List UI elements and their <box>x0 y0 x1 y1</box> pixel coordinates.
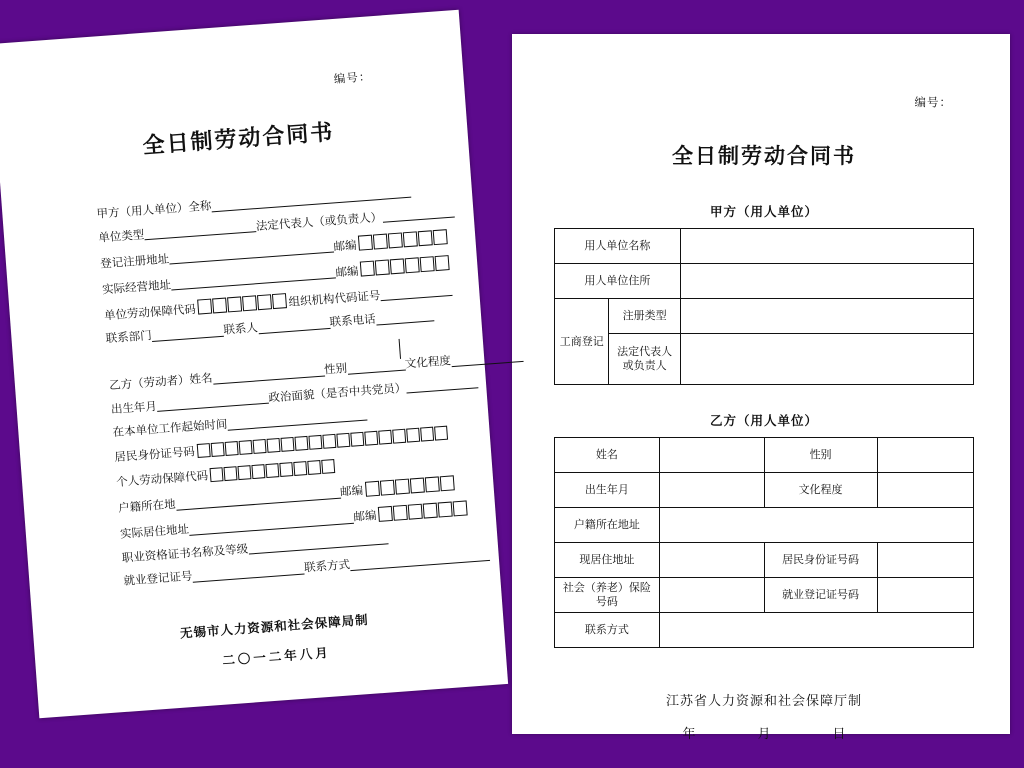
cell-label: 性别 <box>764 438 877 473</box>
labor-code-boxes[interactable] <box>197 293 287 314</box>
field-label: 甲方（用人单位）全称 <box>96 198 212 221</box>
table-row <box>555 613 974 648</box>
field-label: 联系方式 <box>303 557 351 575</box>
contract-page-right <box>512 34 1010 742</box>
cell-label: 工商登记 <box>555 299 609 385</box>
fill-rule[interactable] <box>227 408 368 430</box>
issue-date-left: 二〇一二年八月 <box>221 644 332 668</box>
fill-rule[interactable] <box>144 220 257 240</box>
cell-value[interactable] <box>659 473 764 508</box>
cell-label: 姓名 <box>555 438 660 473</box>
cell-value[interactable] <box>659 543 764 578</box>
table-row <box>555 543 974 578</box>
table-row <box>555 578 974 613</box>
cell-label: 现居住地址 <box>555 543 660 578</box>
table-party-b <box>554 437 974 648</box>
cell-value[interactable] <box>659 613 973 648</box>
table-party-a <box>554 228 974 385</box>
field-label: 在本单位工作起始时间 <box>112 416 228 440</box>
field-label: 登记注册地址 <box>99 251 170 271</box>
cell-value[interactable] <box>877 578 973 613</box>
postcode-boxes[interactable] <box>364 475 454 496</box>
party-a-fields <box>48 183 447 349</box>
cell-value[interactable] <box>680 229 973 264</box>
fill-rule[interactable] <box>406 376 479 393</box>
fill-rule[interactable] <box>212 364 325 384</box>
table-row <box>555 438 974 473</box>
document-title-right: 全日制劳动合同书 <box>672 144 856 168</box>
field-label: 联系部门 <box>105 328 153 346</box>
field-label: 单位类型 <box>97 226 145 245</box>
cell-label: 法定代表人或负责人 <box>609 334 680 385</box>
cell-value[interactable] <box>680 264 973 299</box>
form-code-label-right: 编号： <box>914 95 952 109</box>
postcode-boxes[interactable] <box>378 500 468 521</box>
table-row <box>555 229 974 264</box>
contract-page-left <box>0 10 508 719</box>
field-label: 法定代表人（或负责人） <box>255 209 383 233</box>
field-label: 户籍所在地 <box>117 496 177 516</box>
fill-rule[interactable] <box>171 267 336 291</box>
table-row <box>555 334 974 385</box>
field-label: 实际居住地址 <box>119 522 190 542</box>
field-label: 组织机构代码证号 <box>288 287 381 309</box>
issuer-footer-left <box>79 603 471 679</box>
cell-label: 就业登记证号码 <box>764 578 877 613</box>
field-label: 文化程度 <box>404 353 452 371</box>
field-label: 乙方（劳动者）姓名 <box>108 370 213 393</box>
field-label: 出生年月 <box>110 398 158 416</box>
field-label: 联系人 <box>222 320 259 338</box>
field-label: 联系电话 <box>329 311 377 330</box>
field-label: 邮编 <box>352 508 377 524</box>
cell-label: 用人单位住所 <box>555 264 681 299</box>
field-label: 单位劳动保障代码 <box>103 301 197 323</box>
cell-value[interactable] <box>877 543 973 578</box>
contract-page-left-wrapper <box>8 8 508 732</box>
cell-label: 注册类型 <box>609 299 680 334</box>
cell-value[interactable] <box>659 438 764 473</box>
personal-labor-code-boxes[interactable] <box>210 459 336 482</box>
cell-value[interactable] <box>680 334 973 385</box>
field-label: 邮编 <box>339 483 364 499</box>
field-label: 实际经营地址 <box>101 277 172 297</box>
fill-rule[interactable] <box>192 563 305 583</box>
cell-value[interactable] <box>659 508 973 543</box>
table-row <box>555 264 974 299</box>
postcode-boxes[interactable] <box>360 255 450 276</box>
fill-rule[interactable] <box>380 284 453 301</box>
stray-mark <box>399 339 401 359</box>
cell-label: 户籍所在地址 <box>555 508 660 543</box>
field-label: 就业登记证号 <box>123 569 193 589</box>
fill-rule[interactable] <box>211 185 411 212</box>
fill-rule[interactable] <box>257 317 330 334</box>
table-row <box>555 508 974 543</box>
table-row <box>555 473 974 508</box>
fill-rule[interactable] <box>151 325 224 342</box>
fill-rule[interactable] <box>248 533 389 555</box>
postcode-boxes[interactable] <box>358 229 448 250</box>
fill-rule[interactable] <box>375 309 434 325</box>
field-label: 邮编 <box>334 263 359 280</box>
cell-value[interactable] <box>659 578 764 613</box>
fill-rule[interactable] <box>169 241 334 265</box>
field-label: 居民身份证号码 <box>113 444 196 465</box>
fill-rule[interactable] <box>382 206 455 223</box>
table-row <box>555 299 974 334</box>
issuer-name-left: 无锡市人力资源和社会保障局制 <box>179 612 370 641</box>
fill-rule[interactable] <box>156 392 269 412</box>
cell-label: 用人单位名称 <box>555 229 681 264</box>
cell-label: 联系方式 <box>555 613 660 648</box>
section-title-party-a: 甲方（用人单位） <box>709 204 818 219</box>
cell-label: 居民身份证号码 <box>764 543 877 578</box>
issuer-name-right: 江苏省人力资源和社会保障厅制 <box>665 694 862 709</box>
fill-rule[interactable] <box>350 549 491 571</box>
cell-label: 文化程度 <box>764 473 877 508</box>
fill-rule[interactable] <box>175 487 340 511</box>
form-code-label-left: 编号： <box>333 69 372 87</box>
party-b-fields <box>61 354 465 591</box>
field-label: 职业资格证书名称及等级 <box>121 541 249 565</box>
field-label: 政治面貌（是否中共党员） <box>267 380 407 405</box>
field-label: 邮编 <box>333 237 358 254</box>
issuer-footer-right <box>554 690 974 742</box>
fill-rule[interactable] <box>189 512 354 536</box>
fill-rule[interactable] <box>347 358 406 374</box>
cell-value[interactable] <box>877 438 973 473</box>
cell-value[interactable] <box>877 473 973 508</box>
cell-label: 出生年月 <box>555 473 660 508</box>
issue-date-right: 年 月 日 <box>682 727 858 742</box>
document-title-left: 全日制劳动合同书 <box>141 120 336 160</box>
field-label: 性别 <box>323 360 348 377</box>
field-label: 个人劳动保障代码 <box>115 468 209 490</box>
section-title-party-b: 乙方（用人单位） <box>709 413 818 428</box>
cell-label: 社会（养老）保险号码 <box>555 578 660 613</box>
cell-value[interactable] <box>680 299 973 334</box>
